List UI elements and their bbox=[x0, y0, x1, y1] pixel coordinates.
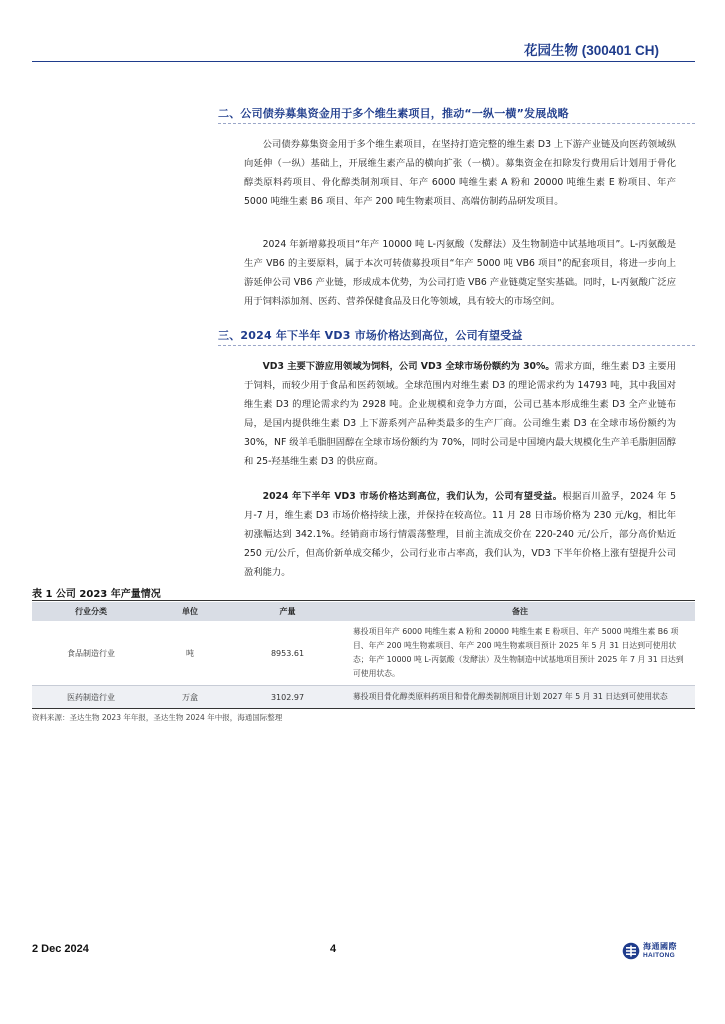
section-title-2: 二、公司债券募集资金用于多个维生素项目，推动“一纵一横”发展战略 bbox=[218, 107, 569, 120]
logo-text-en: HAITONG bbox=[643, 952, 675, 959]
section2-paragraph-1: 公司债券募集资金用于多个维生素项目，在坚持打造完整的维生素 D3 上下游产业链及向医药领域纵向延伸（一纵）基础上，开展维生素产品的横向扩张（一横）。募集资金在扣除发行费用后计划用于骨化醇类原料药项目、骨化醇类制剂项目、年产 6000 吨维生素 A 粉和 20000 吨维生素 E 粉项目、年产 5000 吨维生素 B6 项目、年产 200 吨生物素项目、高端仿制药品研发项目。 bbox=[244, 139, 676, 207]
column-header-note: 备注 bbox=[345, 602, 695, 621]
report-header-title: 花园生物 (300401 CH) bbox=[523, 43, 659, 58]
section3-paragraph-1 bbox=[244, 357, 676, 471]
footer-date: 2 Dec 2024 bbox=[32, 943, 89, 955]
production-table bbox=[32, 602, 695, 708]
section2-paragraph-2: 2024 年新增募投项目“年产 10000 吨 L-丙氨酸（发酵法）及生物制造中试基地项目”。L-丙氨酸是生产 VB6 的主要原料，属于本次可转债募投项目“年产 5000 吨 VB6 项目”的配套项目，将进一步向上游延伸公司 VB6 产业链，形成成本优势，为公司打造 VB6 产业链奠定坚实基础。同时，L-丙氨酸广泛应用于饲料添加剂、医药、营养保健食品及日化等领域，具有较大的市场空间。 bbox=[244, 239, 676, 307]
section-title-3: 三、2024 年下半年 VD3 市场价格达到高位，公司有望受益 bbox=[218, 329, 523, 342]
haitong-logo bbox=[622, 940, 678, 964]
table-title: 表 1 公司 2023 年产量情况 bbox=[32, 589, 161, 600]
table-top-rule bbox=[32, 600, 695, 601]
section3-paragraph-2-body: 根据百川盈孚，2024 年 5 月-7 月，维生素 D3 市场价格持续上涨，并保持在较高位。11 月 28 日市场价格为 230 元/kg，相比年初涨幅达到 342.1%。经销商市场行情震荡整理，目前主流成交价在 220-240 元/公斤，部分高价贴近 250 元/公斤，但高价新单成交稀少，公司行业市占率高，我们认为，VD3 下半年价格上涨有望提升公司盈利能力。 bbox=[244, 491, 676, 578]
table-header-row bbox=[32, 602, 695, 621]
table-source-note: 资料来源：圣达生物 2023 年年报，圣达生物 2024 年中报，海通国际整理 bbox=[32, 713, 283, 722]
header-divider bbox=[32, 61, 695, 62]
cell-unit: 万盒 bbox=[150, 686, 230, 709]
column-header-unit: 单位 bbox=[150, 602, 230, 621]
haitong-logo-icon bbox=[622, 942, 640, 960]
cell-output: 3102.97 bbox=[230, 686, 345, 709]
table-bottom-rule bbox=[32, 708, 695, 709]
section3-paragraph-2 bbox=[244, 487, 676, 582]
section3-paragraph-2-lead: 2024 年下半年 VD3 市场价格达到高位，我们认为，公司有望受益。 bbox=[262, 491, 563, 502]
logo-text-cn: 海通國際 bbox=[643, 942, 677, 951]
section-divider-3 bbox=[218, 345, 695, 346]
page-number: 4 bbox=[330, 943, 337, 955]
section3-paragraph-1-lead: VD3 主要下游应用领域为饲料，公司 VD3 全球市场份额约为 30%。 bbox=[262, 361, 555, 372]
column-header-category: 行业分类 bbox=[32, 602, 150, 621]
cell-output: 8953.61 bbox=[230, 621, 345, 686]
cell-note: 募投项目年产 6000 吨维生素 A 粉和 20000 吨维生素 E 粉项目、年产 5000 吨维生素 B6 项目、年产 200 吨生物素项目、年产 200 吨生物素项目预计 2025 年 5 月 31 日达到可使用状态；年产 10000 吨 L-丙氨酸（发酵法）及生物制造中试基地项目预计 2025 年 7 月 31 日达到可使用状态。 bbox=[345, 621, 695, 686]
cell-category: 医药制造行业 bbox=[32, 686, 150, 709]
section3-paragraph-1-body: 需求方面，维生素 D3 主要用于饲料，而较少用于食品和医药领域。全球范围内对维生素 D3 的理论需求约为 14793 吨，其中我国对维生素 D3 的理论需求约为 2928 吨。企业规模和竞争力方面，公司已基本形成维生素 D3 全产业链布局，是国内提供维生素 D3 上下游系列产品种类最多的生产厂商。公司维生素 D3 在全球市场份额约为 30%，NF 级羊毛脂胆固醇在全球市场份额约为 70%，同时公司是中国境内最大规模化生产羊毛脂胆固醇和 25-羟基维生素 D3 的供应商。 bbox=[244, 361, 676, 467]
column-header-output: 产量 bbox=[230, 602, 345, 621]
cell-note: 募投项目骨化醇类原料药项目和骨化醇类制剂项目计划 2027 年 5 月 31 日达到可使用状态 bbox=[345, 686, 695, 709]
table-row bbox=[32, 686, 695, 709]
table-row bbox=[32, 621, 695, 686]
cell-category: 食品制造行业 bbox=[32, 621, 150, 686]
section-divider-2 bbox=[218, 123, 695, 124]
cell-unit: 吨 bbox=[150, 621, 230, 686]
